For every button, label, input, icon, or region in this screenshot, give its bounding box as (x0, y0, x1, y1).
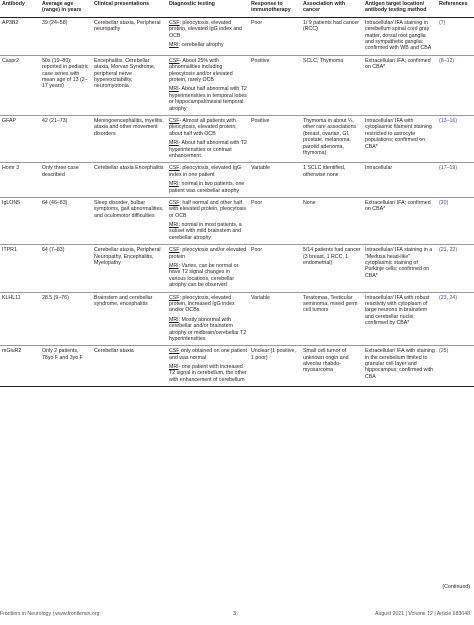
cell-age: 42 (21–73) (40, 115, 92, 162)
diagnostic-item (169, 58, 247, 84)
diagnostic-text: : pleocytosis, elevated IgG index in one patient (169, 165, 242, 178)
diagnostic-text: : pleocytosis and/or elevated protein (169, 247, 247, 260)
diagnostic-item (169, 222, 247, 241)
cell-clinical: Sleep disorder, bulbar symptoms, gait abnormalities, and oculomotor difficulties (92, 197, 167, 244)
cell-clinical: Brainstem and cerebellar syndrome, encephalitis (92, 292, 167, 346)
cell-age: 39 (24–58) (40, 17, 92, 55)
diagnostic-text: : pleocytosis, elevated protein, increased IgG index and/or OCBs (169, 294, 235, 314)
cell-references (437, 292, 474, 346)
cell-cancer: Teratomas, Testicular seminoma, mixed germ cell tumors (301, 292, 363, 346)
diagnostic-item (169, 364, 247, 383)
diagnostic-text: - About half abnormal with T2 hyperintensities in temporal lobes or hippocampal/mesial temporal atrophy (169, 86, 247, 112)
cell-antibody: IgLON5 (0, 197, 40, 244)
header-association-cancer: Association with cancer (301, 0, 363, 17)
diagnostic-label: MRI (169, 263, 179, 270)
table-row (0, 163, 474, 198)
diagnostic-text: : Mostly abnormal with cerebellar and/or brainstem atrophy or midbrain/cerebellar T2 hyperintensities (169, 316, 247, 342)
cell-cancer: 1/ 9 patients had cancer (RCC) (301, 17, 363, 55)
cell-cancer: 1 SCLC identified, otherwise none (301, 163, 363, 198)
table-row (0, 245, 474, 292)
cell-references (437, 17, 474, 55)
cell-antigen-target: Intracellular/ IFA staining in a "Medusa head-like" cytoplasmic staining of Purkinje cells; confirmed on CBA* (363, 245, 437, 292)
reference-link[interactable]: (21, 22) (439, 247, 458, 254)
table-row (0, 346, 474, 387)
cell-antigen-target: Extracellular/ IFA with staining in the cerebellum limited to granular cell layer and hippocampus; confirmed with CBA (363, 346, 437, 387)
table-row (0, 55, 474, 115)
cell-antibody: mGluR2 (0, 346, 40, 387)
cell-response: Positive (249, 55, 301, 115)
cell-antibody: GFAP (0, 115, 40, 162)
table-row (0, 115, 474, 162)
cell-age: 64 (7–83) (40, 245, 92, 292)
cell-references (437, 163, 474, 198)
cell-cancer: SCLC, Thymoma (301, 55, 363, 115)
diagnostic-label: CSF (169, 117, 180, 124)
diagnostic-text: - About half abnormal with T2 hyperintensities or contrast enhancement (169, 140, 247, 159)
table-header-row (0, 0, 474, 17)
cell-diagnostic (167, 197, 249, 244)
cell-cancer: Small cell tumor of unknown origin and alveolar rhabdo-myosarcoma (301, 346, 363, 387)
cell-clinical: Encephalitis, Cerebellar ataxia, Morvan Syndrome, peripheral nerve hyperexcitability, neuromyotonia (92, 55, 167, 115)
continued-note: (Continued) (442, 584, 470, 590)
cell-cancer: Thymoma in about ¼, other rare associations (breast, ovarian, GI, prostate, melanoma, parotid adenoma, thymoma) (301, 115, 363, 162)
cell-antigen-target: Intracellular (363, 163, 437, 198)
diagnostic-label: CSF (169, 199, 180, 206)
reference-link[interactable]: (25) (439, 348, 449, 355)
table-row (0, 17, 474, 55)
diagnostic-label: CSF (169, 57, 180, 64)
header-average-age: Average age (range) in years (40, 0, 92, 17)
diagnostic-label: CSF (169, 165, 180, 172)
cell-antibody: AP3B2 (0, 17, 40, 55)
diagnostic-label: MRI (169, 140, 179, 147)
diagnostic-item (169, 165, 247, 178)
cell-response: Poor (249, 245, 301, 292)
cell-diagnostic (167, 163, 249, 198)
diagnostic-text: : cerebellar atrophy (178, 42, 224, 49)
page-footer (0, 611, 474, 621)
diagnostic-label: MRI (169, 42, 179, 49)
diagnostic-text: : half normal and other half with elevated protein, pleocytosis or OCB (169, 199, 247, 219)
cell-age: Only three case described (40, 163, 92, 198)
cell-age: 28.5 (9–76) (40, 292, 92, 346)
cell-response: Poor (249, 17, 301, 55)
cell-antibody: Caspr2 (0, 55, 40, 115)
diagnostic-label: CSF (169, 348, 180, 355)
cell-age: 64 (46–83) (40, 197, 92, 244)
cell-diagnostic (167, 292, 249, 346)
cell-cancer: None (301, 197, 363, 244)
cell-response: Unclear (1 positive, 1 poor) (249, 346, 301, 387)
cell-antibody: Homr 3 (0, 163, 40, 198)
diagnostic-item (169, 295, 247, 314)
diagnostic-text: : normal in most patients, a subset with mild brainstem and cerebellar atrophy (169, 222, 242, 241)
diagnostic-item (169, 140, 247, 159)
diagnostic-item (169, 118, 247, 137)
cell-diagnostic (167, 17, 249, 55)
cell-diagnostic (167, 55, 249, 115)
cell-clinical: Meningoencephalitis, myelitis, ataxia and other movement disorders (92, 115, 167, 162)
cell-references (437, 115, 474, 162)
cell-antigen-target: Intracellular/ IFA staining in cerebellum spinal cord gray matter, dorsal root ganglia and sympathetic ganglia; confirmed with WB and CBA (363, 17, 437, 55)
footer-page-number: 3 (233, 611, 236, 617)
reference-link[interactable]: (13–16) (439, 117, 458, 124)
header-clinical-presentations: Clinical presentations (92, 0, 167, 17)
diagnostic-text: : Varies, can be normal or have T2 signal changes in various locations, cerebellar atrophy can be observed (169, 263, 239, 289)
diagnostic-text: - About 25% with abnormalities including pleocytosis and/or elevated protein, rarely OCB (169, 57, 233, 84)
header-references: References (437, 0, 474, 17)
diagnostic-item (169, 247, 247, 260)
cell-clinical: Cerebellar ataxia (92, 346, 167, 387)
diagnostic-label: CSF (169, 19, 180, 26)
diagnostic-label: CSF (169, 294, 180, 301)
cell-response: Variable (249, 292, 301, 346)
cell-response: Variable (249, 163, 301, 198)
cell-clinical: Cerebellar ataxia Encephalitis (92, 163, 167, 198)
reference-link[interactable]: (8–12) (439, 57, 455, 64)
cell-clinical: Cerebellar ataxia, Peripheral neuropathy (92, 17, 167, 55)
cell-antigen-target: Extracellular/ IFA; confirmed on CBA* (363, 55, 437, 115)
diagnostic-label: MRI (169, 364, 179, 371)
footer-journal: Frontiers in Neurology | www.frontiersin.org (0, 611, 100, 617)
diagnostic-label: MRI (169, 222, 179, 229)
cell-antigen-target: Intracellular/ IFA with cytoplasmic filament staining restricted to astrocyte populations; confirmed on CBA* (363, 115, 437, 162)
diagnostic-text: only obtained on one patient and was normal (169, 348, 247, 361)
diagnostic-item (169, 181, 247, 194)
cell-diagnostic (167, 245, 249, 292)
cell-antibody: ITPR1 (0, 245, 40, 292)
header-response: Response to immunotherapy (249, 0, 301, 17)
reference-link[interactable]: (7) (439, 19, 446, 26)
table-row (0, 197, 474, 244)
cell-age: 50s (19–80); reported in pediatric case series with mean age of 13 (2–17 years) (40, 55, 92, 115)
diagnostic-item (169, 86, 247, 112)
cell-references (437, 245, 474, 292)
table-body (0, 17, 474, 386)
diagnostic-item (169, 317, 247, 343)
diagnostic-label: MRI (169, 181, 179, 188)
cell-references (437, 197, 474, 244)
diagnostic-label: MRI (169, 316, 179, 323)
cell-diagnostic (167, 346, 249, 387)
cell-diagnostic (167, 115, 249, 162)
diagnostic-item (169, 42, 247, 48)
diagnostic-label: CSF (169, 247, 180, 254)
cell-response: Poor (249, 197, 301, 244)
diagnostic-text: : pleocytosis, elevated protein, elevated IgG index and OCB (169, 19, 242, 39)
cell-response: Positive (249, 115, 301, 162)
header-antigen-target: Antigen target location/ antibody testing method (363, 0, 437, 17)
cell-clinical: Cerebellar ataxia, Peripheral Neuropathy, Encephalitis, Myelopathy (92, 245, 167, 292)
table-row (0, 292, 474, 346)
cell-references (437, 55, 474, 115)
cell-cancer: 5/14 patients had cancer (3 breast, 1 RCC, 1 endometrial) (301, 245, 363, 292)
header-antibody: Antibody (0, 0, 40, 17)
diagnostic-text: : normal in two patients, one patient was cerebellar atrophy (169, 181, 245, 194)
diagnostic-text: - one patient with increased T2 signal in cerebellum, the other with enhancement of cerebellum (169, 364, 247, 383)
header-diagnostic-testing: Diagnostic testing (167, 0, 249, 17)
diagnostic-item (169, 348, 247, 361)
reference-link[interactable]: (23, 24) (439, 294, 458, 301)
diagnostic-item (169, 263, 247, 289)
cell-age: Only 2 patients, 78yo F and 3yo F (40, 346, 92, 387)
cell-antigen-target: Extracellular/ IFA; confirmed on CBA* (363, 197, 437, 244)
footer-issue: August 2021 | Volume 12 | Article 683048 (375, 611, 470, 617)
reference-link[interactable]: (17–19) (439, 165, 458, 172)
diagnostic-text: - Almost all patients with pleocytosis, elevated protein, about half with OCB (169, 117, 237, 137)
diagnostic-item (169, 200, 247, 219)
cell-references (437, 346, 474, 387)
diagnostic-label: MRI (169, 86, 179, 93)
reference-link[interactable]: (20) (439, 199, 449, 206)
diagnostic-item (169, 20, 247, 39)
cell-antigen-target: Intracellular/ IFA with robust reactivity with cytoplasm of large neurons in brainstem and cerebellar nuclei; confirmed by CBA* (363, 292, 437, 346)
cell-antibody: KLHL11 (0, 292, 40, 346)
